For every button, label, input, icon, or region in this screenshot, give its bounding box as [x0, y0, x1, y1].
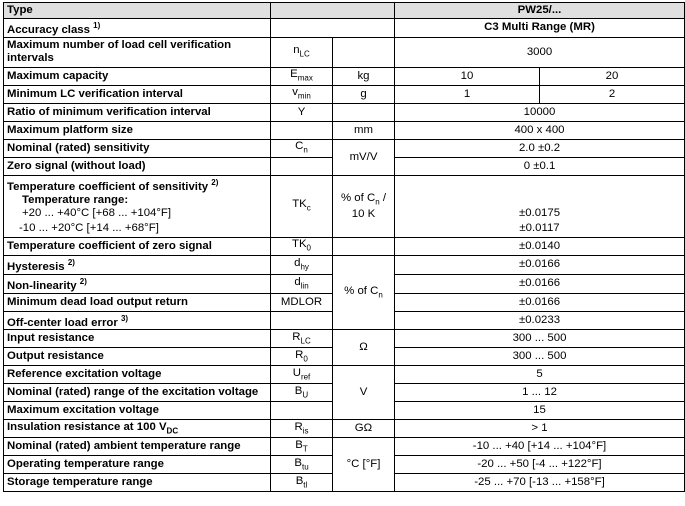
row-label: Ratio of minimum verification interval: [4, 103, 271, 121]
row-label: Maximum platform size: [4, 121, 271, 139]
table-row: Nominal (rated) ambient temperature range $B_T$ °C [°F] -10 ... +40 [+14 ... +104°F]: [4, 438, 685, 456]
table-row: Minimum LC verification interval $v_{min}$ g 1 2: [4, 85, 685, 103]
symbol: R: [292, 330, 301, 343]
row-label: Temperature coefficient of sensitivity: [7, 180, 209, 193]
unit: % of $C_n$: [333, 256, 395, 330]
unit: kg: [333, 67, 395, 85]
row-label: Nominal (rated) ambient temperature range: [4, 438, 271, 456]
type-value: PW25/...: [395, 3, 685, 19]
symbol: TK: [291, 238, 307, 251]
spec-table: [3, 2, 685, 492]
table-row: Operating temperature range $B_{tu}$ -20 ... +50 [-4 ... +122°F]: [4, 456, 685, 474]
value: ±0.0233: [395, 311, 685, 330]
table-row: Hysteresis $^{2)}$ $d_{hy}$ % of $C_n$ ±0.0166: [4, 256, 685, 275]
row-label: Input resistance: [4, 330, 271, 348]
table-row: Maximum number of load cell verification intervals $n_{LC}$ 3000: [4, 37, 685, 67]
value: ±0.0166: [395, 256, 685, 275]
unit: °C [°F]: [333, 438, 395, 492]
value: > 1: [395, 420, 685, 438]
row-label: Maximum capacity: [4, 67, 271, 85]
unit: GΩ: [333, 420, 395, 438]
table-row: [4, 19, 685, 38]
type-label: Type: [4, 3, 271, 19]
range-2: -10 ... +20°C [+14 ... +68°F]: [4, 220, 271, 238]
unit: g: [333, 85, 395, 103]
value: 5: [395, 366, 685, 384]
row-label: Storage temperature range: [4, 474, 271, 492]
symbol: U: [292, 366, 301, 379]
value: ±0.0140: [395, 238, 685, 256]
value: 10000: [395, 103, 685, 121]
row-label: Nominal (rated) sensitivity: [4, 139, 271, 157]
accuracy-value: C3 Multi Range (MR): [395, 19, 685, 38]
unit: % of $C_n$ / 10 K: [333, 175, 395, 237]
symbol: Y: [271, 103, 333, 121]
symbol: TK: [292, 198, 307, 211]
range-1: +20 ... +40°C [+68 ... +104°F]: [22, 206, 172, 219]
value: -10 ... +40 [+14 ... +104°F]: [395, 438, 685, 456]
symbol: B: [295, 474, 304, 487]
value: 20: [540, 67, 685, 85]
row-label: Minimum dead load output return: [4, 293, 271, 311]
footnote: 2): [211, 177, 219, 187]
table-row: Input resistance $R_{LC}$ Ω 300 ... 500: [4, 330, 685, 348]
row-label: Maximum excitation voltage: [4, 402, 271, 420]
symbol: n: [293, 44, 300, 57]
table-row: Output resistance $R_0$ 300 ... 500: [4, 348, 685, 366]
value: 10: [395, 67, 540, 85]
table-row: [4, 121, 685, 139]
footnote: 2): [79, 276, 87, 286]
table-row: Nominal (rated) range of the excitation voltage $B_U$ 1 ... 12: [4, 384, 685, 402]
symbol: E: [290, 68, 298, 81]
value: 3000: [395, 37, 685, 67]
value: -25 ... +70 [-13 ... +158°F]: [395, 474, 685, 492]
value: 15: [395, 402, 685, 420]
value: ±0.0166: [395, 293, 685, 311]
footnote: 2): [67, 258, 75, 268]
table-row: Nominal (rated) sensitivity $C_n$ mV/V 2.0 ±0.2: [4, 139, 685, 157]
table-row: Insulation resistance at 100 $V_{DC}$ $R_{is}$ GΩ > 1: [4, 420, 685, 438]
value: 1: [395, 85, 540, 103]
row-label: Off-center load error: [7, 316, 118, 329]
value: 400 x 400: [395, 121, 685, 139]
row-label: Operating temperature range: [4, 456, 271, 474]
row-label: Output resistance: [4, 348, 271, 366]
unit: Ω: [333, 330, 395, 366]
table-row: Non-linearity $^{2)}$ $d_{lin}$ ±0.0166: [4, 274, 685, 293]
symbol: v: [292, 86, 298, 99]
value: 300 ... 500: [395, 348, 685, 366]
table-row: [4, 103, 685, 121]
symbol: B: [294, 384, 303, 397]
footnote: 3): [120, 313, 129, 323]
symbol: d: [294, 256, 301, 269]
row-label: Insulation resistance at 100 V: [7, 420, 167, 433]
value: 0 ±0.1: [395, 157, 685, 175]
header-row: [4, 3, 685, 19]
table-row: Storage temperature range $B_{tl}$ -25 ... +70 [-13 ... +158°F]: [4, 474, 685, 492]
row-label: Minimum LC verification interval: [4, 85, 271, 103]
symbol: R: [294, 420, 303, 433]
value: -20 ... +50 [-4 ... +122°F]: [395, 456, 685, 474]
footnote: 1): [93, 21, 101, 30]
row-label: Zero signal (without load): [4, 157, 271, 175]
symbol: d: [294, 275, 301, 288]
table-row: Temperature coefficient of zero signal $TK_0$ ±0.0140: [4, 238, 685, 256]
value: 2.0 ±0.2: [395, 139, 685, 157]
value: ±0.0166: [395, 274, 685, 293]
table-row: Reference excitation voltage $U_{ref}$ V 5: [4, 366, 685, 384]
symbol: C: [295, 140, 304, 153]
unit: mV/V: [333, 139, 395, 175]
value: 2: [540, 85, 685, 103]
range-label: Temperature range:: [22, 193, 129, 206]
table-row: Maximum capacity $E_{max}$ kg 10 20: [4, 67, 685, 85]
row-label: Nominal (rated) range of the excitation voltage: [4, 384, 271, 402]
row-label: Accuracy class: [7, 23, 90, 36]
value: 300 ... 500: [395, 330, 685, 348]
row-label: Non-linearity: [7, 279, 77, 292]
row-label: Maximum number of load cell verification intervals: [4, 37, 271, 67]
table-row: Temperature coefficient of sensitivity $^{2)}$ $TK_c$ % of $C_n$ / 10 K: [4, 175, 685, 193]
value: 1 ... 12: [395, 384, 685, 402]
symbol: R: [295, 348, 304, 361]
value: ±0.0117: [395, 220, 685, 238]
symbol: B: [295, 438, 303, 451]
row-label: Hysteresis: [7, 260, 65, 273]
row-label: Reference excitation voltage: [4, 366, 271, 384]
value: ±0.0175: [395, 194, 685, 220]
unit: V: [333, 366, 395, 420]
symbol: B: [294, 456, 302, 469]
symbol: MDLOR: [271, 293, 333, 311]
row-label: Temperature coefficient of zero signal: [4, 238, 271, 256]
unit: mm: [333, 121, 395, 139]
